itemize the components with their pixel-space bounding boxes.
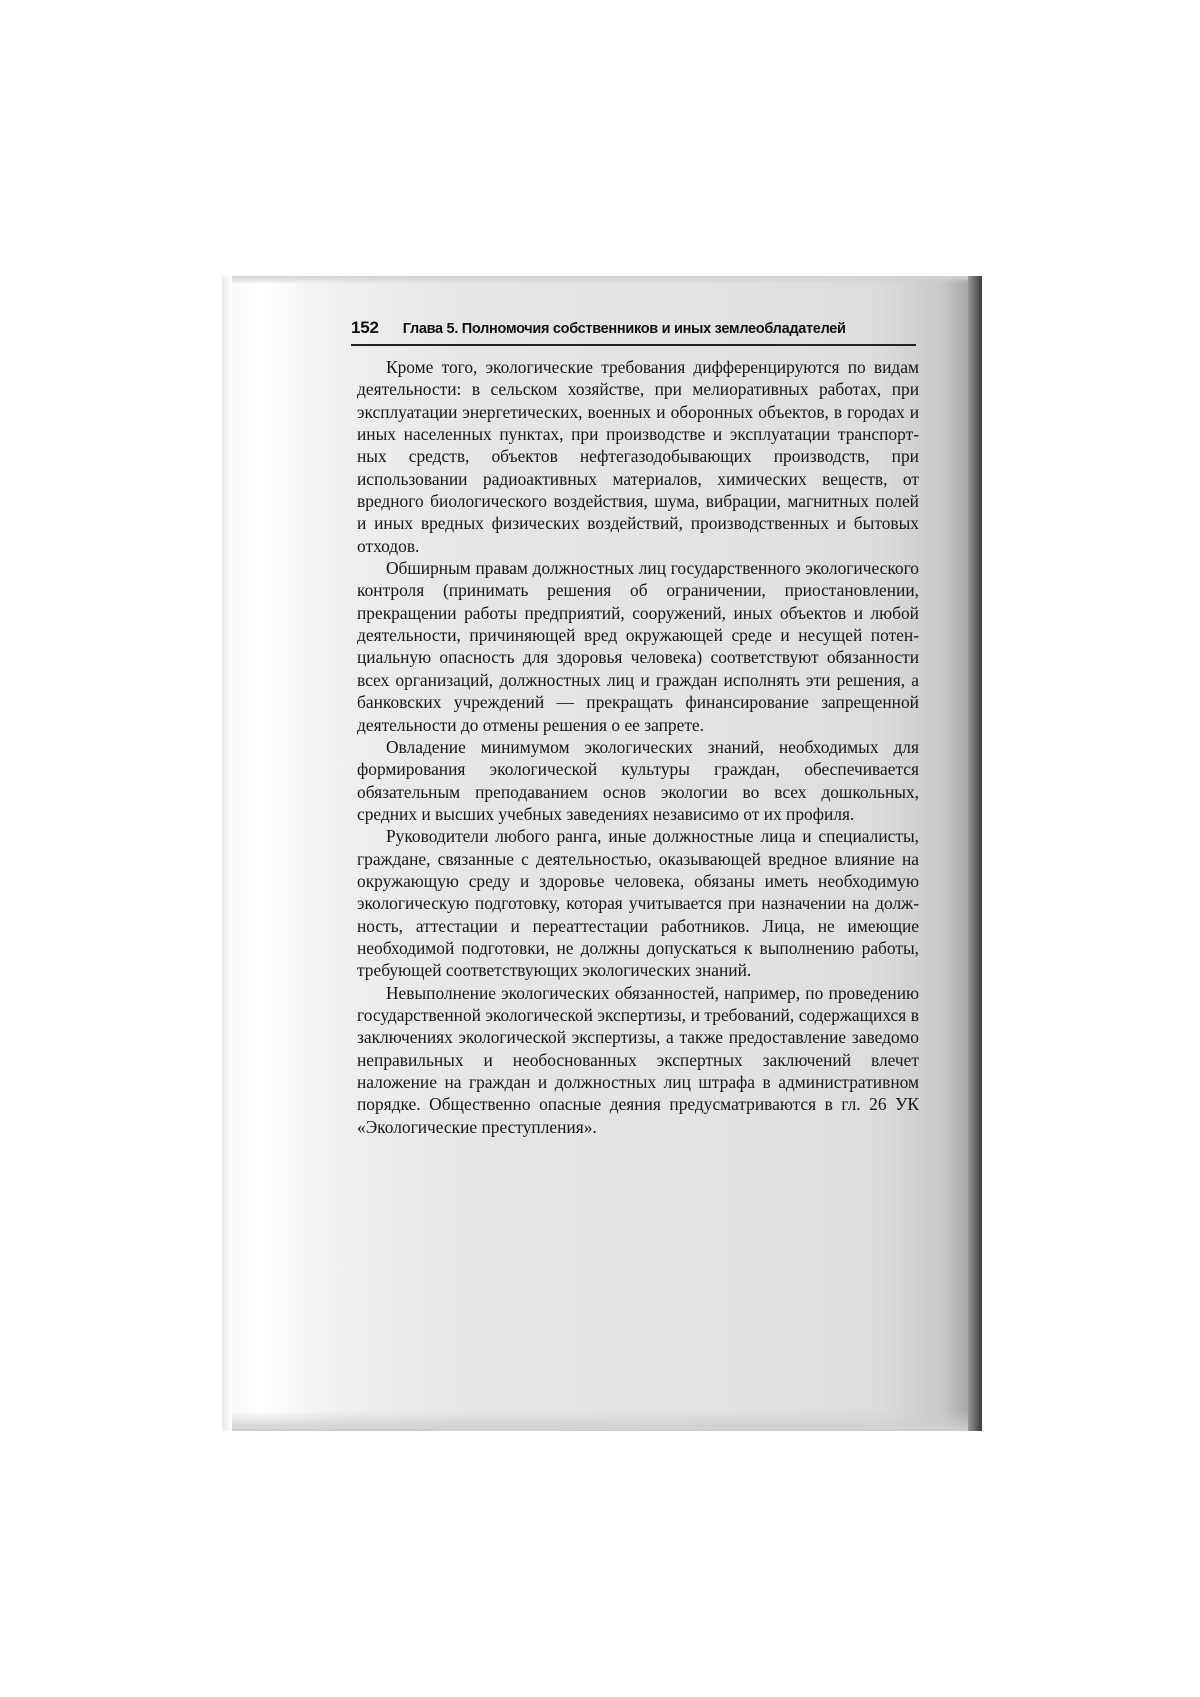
running-head	[351, 318, 916, 346]
paragraph: Кроме того, экологические требования дифференцируются по видам деятельности: в сельском хозяйстве, при мелиоративных работах, при эксплуатации энергетических, военных и оборонных объектов, в городах и иных населенных пунктах, при производстве и эксплуатации транспортных средств, объектов нефтегазодобывающих производств, при использовании радиоактивных материалов, химических веществ, от вредного биологического воздействия, шума, вибрации, магнитных полей и иных вредных физических воздействий, производственных и бытовых отходов.	[357, 357, 919, 556]
paragraph: Руководители любого ранга, иные должностные лица и специалисты, граждане, связанные с деятельностью, оказывающей вредное влияние на окружающую среду и здоровье человека, обязаны иметь необходимую экологическую подготовку, которая учитывается при назначении на должность, аттестации и переаттестации работников. Лица, не имеющие необходимой подготовки, не должны допускаться к выполнению работы, требующей соответствующих экологических знаний.	[357, 826, 919, 981]
paragraph: Овладение минимумом экологических знаний, необходимых для формирования экологической культуры граждан, обеспечивается обязательным преподаванием основ экологии во всех дошкольных, средних и высших учебных заведениях независимо от их профиля.	[357, 736, 919, 824]
page-number: 152	[351, 318, 379, 337]
page-left-edge	[222, 276, 232, 1431]
paragraph: Невыполнение экологических обязанностей, например, по проведению государственной экологической экспертизы, и требований, содержащихся в заключениях экологической экспертизы, а также предоставление заведомо неправильных и необоснованных экспертных заключений влечет наложение на граждан и должностных лиц штрафа в административном порядке. Общественно опасные деяния предусматриваются в гл. 26 УК «Экологические преступления».	[357, 982, 919, 1137]
page-binding-shadow	[968, 276, 982, 1431]
paragraph: Обширным правам должностных лиц государственного экологического контроля (принимать решения об ограничении, приостановлении, прекращении работы предприятий, сооружений, иных объектов и любой деятельности, причиняющей вред окружающей среде и несущей потенциальную опасность для здоровья человека) соответствуют обязанности всех организаций, должностных лиц и граждан исполнять эти решения, а банковских учреждений — прекращать финансирование запрещенной деятельности до отмены решения о ее запрете.	[357, 558, 919, 735]
body-text	[357, 356, 919, 1138]
chapter-title: Глава 5. Полномочия собственников и иных землеобладателей	[402, 321, 846, 337]
